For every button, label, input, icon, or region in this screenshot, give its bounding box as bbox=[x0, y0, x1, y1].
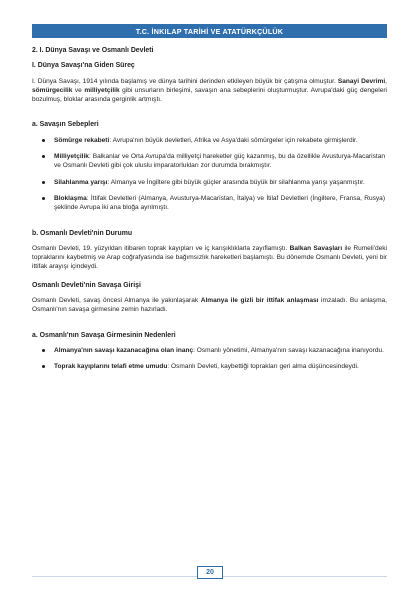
section-heading: 2. I. Dünya Savaşı ve Osmanlı Devleti bbox=[32, 47, 154, 54]
bullet-icon bbox=[42, 197, 45, 200]
causes-list bbox=[32, 136, 387, 213]
entry-reasons-list bbox=[32, 346, 387, 372]
list-item: Silahlanma yarışı: Almanya ve İngiltere gibi büyük güçler arasında büyük bir silahlanma yarışı yaşanmıştır. bbox=[32, 178, 387, 187]
intro-paragraph: I. Dünya Savaşı, 1914 yılında başlamış ve dünya tarihini derinden etkileyen büyük bir çatışma olmuştur. Sanayi Devrimi, sömürgecilik ve milliyetçilik gibi unsurların birleşimi, savaşın ana sebeplerini oluşturmuştur. Avrupa'daki güç dengeleri bozulmuş, bloklar arasında gerginlik artmıştı. bbox=[32, 77, 387, 104]
header-title: T.C. İNKILAP TARİHİ VE ATATÜRKÇÜLÜK bbox=[135, 26, 284, 36]
bullet-icon bbox=[42, 365, 45, 368]
page-header bbox=[32, 24, 387, 38]
ottoman-status-heading: b. Osmanlı Devleti'nin Durumu bbox=[32, 229, 133, 237]
bullet-icon bbox=[42, 349, 45, 352]
page-content bbox=[32, 46, 387, 372]
causes-heading: a. Savaşın Sebepleri bbox=[32, 121, 99, 129]
list-item: Almanya'nın savaşı kazanacağına olan inanç: Osmanlı yönetimi, Almanya'nın savaşı kazanacağına inanıyordu. bbox=[32, 346, 387, 355]
bullet-icon bbox=[42, 139, 45, 142]
bullet-icon bbox=[42, 181, 45, 184]
entry-reasons-heading: a. Osmanlı'nın Savaşa Girmesinin Nedenleri bbox=[32, 331, 176, 339]
bullet-icon bbox=[42, 155, 45, 158]
ottoman-status-paragraph: Osmanlı Devleti, 19. yüzyıldan itibaren toprak kayıpları ve iç karışıklıklarla zayıflamıştı. Balkan Savaşları ile Rumeli'deki topraklarını kaybetmiş ve Arap coğrafyasında ise bağımsızlık hareketleri başlamıştı. Bu dönemde Osmanlı Devleti, yeni bir ittifak arayışı içindeydi. bbox=[32, 244, 387, 271]
war-entry-heading: Osmanlı Devleti'nin Savaşa Girişi bbox=[32, 281, 141, 289]
list-item: Toprak kayıplarını telafi etme umudu: Osmanlı Devleti, kaybettiği toprakları geri alma düşüncesindeydi. bbox=[32, 362, 387, 371]
list-item: Sömürge rekabeti: Avrupa'nın büyük devletleri, Afrika ve Asya'daki sömürgeler için rekabete girmişlerdir. bbox=[32, 136, 387, 145]
war-entry-paragraph: Osmanlı Devleti, savaş öncesi Almanya ile yakınlaşarak Almanya ile gizli bir ittifak anlaşması imzaladı. Bu anlaşma, Osmanlı'nın savaşa girmesine zemin hazırladı. bbox=[32, 297, 387, 314]
list-item: Milliyetçilik: Balkanlar ve Orta Avrupa'da milliyetçi hareketler güç kazanmış, bu da özellikle Avusturya-Macaristan ve Osmanlı Devleti gibi çok uluslu imparatorlukları zor durumda bırakmıştır. bbox=[32, 152, 387, 171]
section-subheading: I. Dünya Savaşı'na Giden Süreç bbox=[32, 62, 135, 70]
page-number: 20 bbox=[197, 566, 223, 579]
list-item: Bloklaşma: İttifak Devletleri (Almanya, Avusturya-Macaristan, İtalya) ve İtilaf Devletleri (İngiltere, Fransa, Rusya) şeklinde Avrupa iki ana bloğa ayrılmıştı. bbox=[32, 194, 387, 213]
